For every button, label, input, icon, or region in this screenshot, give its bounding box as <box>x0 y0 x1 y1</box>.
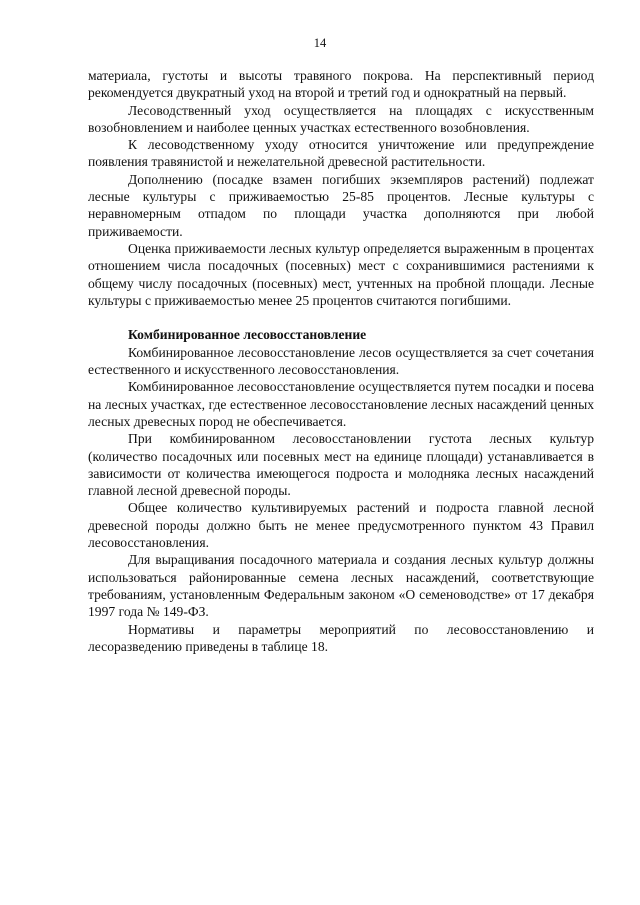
paragraph: При комбинированном лесовосстановлении густота лесных культур (количество посадочных или посевных мест на единице площади) устанавливается в зависимости от количества имеющегося подроста и молодняка лесных насаждений главной лесной древесной породы. <box>88 431 594 499</box>
page-number: 14 <box>313 36 327 50</box>
paragraph: Нормативы и параметры мероприятий по лесовосстановлению и лесоразведению приведены в таблице 18. <box>88 621 594 654</box>
paragraph: Общее количество культивируемых растений и подроста главной лесной древесной породы должно быть не менее предусмотренного пунктом 43 Правил лесовосстановления. <box>88 500 594 551</box>
paragraph: Дополнению (посадке взамен погибших экземпляров растений) подлежат лесные культуры с приживаемостью 25-85 процентов. Лесные культуры с неравномерным отпадом по площади участка дополняются при любой приживаемости. <box>88 171 594 239</box>
paragraph: К лесоводственному уходу относится уничтожение или предупреждение появления травянистой и нежелательной древесной растительности. <box>88 137 594 170</box>
paragraph: Лесоводственный уход осуществляется на площадях с искусственным возобновлением и наиболее ценных участках естественного возобновления. <box>88 102 594 135</box>
page-content <box>88 67 594 655</box>
paragraph: Комбинированное лесовосстановление осуществляется путем посадки и посева на лесных участках, где естественное лесовосстановление лесных насаждений ценных лесных древесных пород не обеспечивается. <box>88 379 594 429</box>
paragraph-continuation: материала, густоты и высоты травяного покрова. На перспективный период рекомендуется двукратный уход на второй и третий год и однократный на первый. <box>88 68 594 101</box>
paragraph: Оценка приживаемости лесных культур определяется выраженным в процентах отношением числа посадочных (посевных) мест с сохранившимися растениями к общему числу посадочных (посевных) мест, учтенных на пробной площади. Лесные культуры с приживаемостью менее 25 процентов считаются погибшими. <box>88 240 594 308</box>
paragraph: Комбинированное лесовосстановление лесов осуществляется за счет сочетания естественного и искусственного лесовосстановления. <box>88 344 594 378</box>
section-heading: Комбинированное лесовосстановление <box>128 327 367 343</box>
paragraph: Для выращивания посадочного материала и создания лесных культур должны использоваться районированные семена лесных насаждений, соответствующие требованиям, установленным Федеральным законом «О семеноводстве» от 17 декабря 1997 года № 149-ФЗ. <box>88 552 594 620</box>
section-spacer <box>88 309 594 326</box>
